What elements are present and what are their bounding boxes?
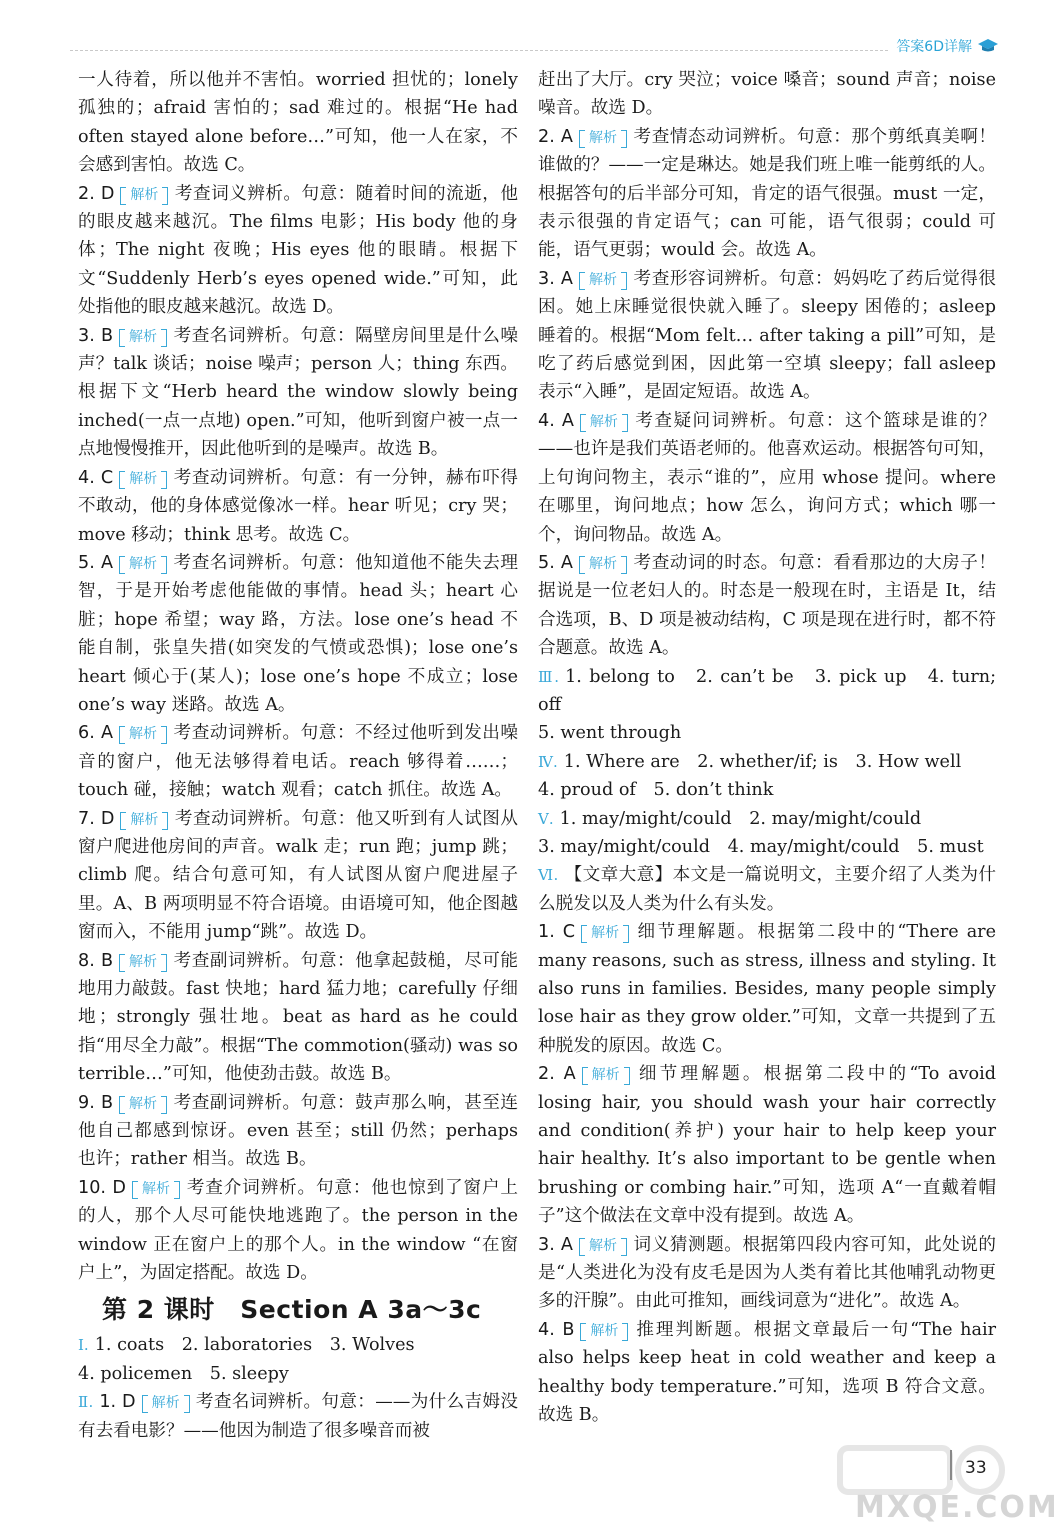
answer-number: 4. A — [538, 410, 574, 431]
header-brand — [896, 36, 998, 56]
exercise-1-line-1: Ⅰ. 1. coats 2. laboratories 3. Wolves — [78, 1335, 415, 1356]
reading-answers — [538, 918, 996, 1429]
analysis-tag: 解析 — [580, 413, 628, 431]
continued-answer: 赶出了大厅。cry 哭泣；voice 嗓音；sound 声音；noise 噪音。故选 D。 — [538, 70, 996, 119]
answer-explanation: 考查动词的时态。句意：看看那边的大房子！据说是一位老妇人的。时态是一般现在时，主语是 It，结合选项，B、D 项是被动结构，C 项是现在进行时，都不符合题意。故选 A。 — [538, 552, 996, 659]
analysis-tag: 解析 — [119, 953, 167, 971]
answer-item — [538, 1060, 996, 1230]
roman-numeral: Ⅱ. — [78, 1393, 94, 1412]
analysis-tag: 解析 — [580, 1322, 628, 1340]
answer-item — [78, 549, 518, 719]
answer-item — [78, 1174, 518, 1288]
answer-explanation: 考查动词辨析。句意：不经过他听到发出噪音的窗户，他无法够得着电话。reach 够得着……；touch 碰，接触；watch 观看；catch 抓住。故选 A。 — [78, 723, 518, 801]
answer-number: 7. D — [78, 808, 115, 829]
section-title: 第 2 课时 Section A 3a～3c — [102, 1295, 482, 1325]
answer-item — [78, 719, 518, 804]
answer-item — [538, 918, 996, 1060]
exercise-3-line-2: 5. went through — [538, 723, 682, 744]
exercise-5-line-2: 3. may/might/could 4. may/might/could 5. must — [538, 836, 984, 857]
article-summary: Ⅵ. 【文章大意】本文是一篇说明文，主要介绍了人类为什么脱发以及人类为什么有头发。 — [538, 865, 996, 914]
analysis-tag: 解析 — [119, 725, 167, 743]
answer-item — [538, 1316, 996, 1430]
answer-number: 5. A — [538, 552, 573, 573]
answer-number: 2. D — [78, 183, 115, 204]
answer-number: 2. A — [538, 1064, 576, 1085]
answer-list-right — [538, 123, 996, 663]
answer-number: 3. B — [78, 325, 114, 346]
analysis-tag: 解析 — [120, 186, 168, 204]
answer-number: 1. C — [538, 922, 576, 943]
header-divider — [70, 50, 888, 51]
page-header — [0, 0, 1038, 60]
answer-list-left — [78, 180, 518, 1288]
analysis-tag: 解析 — [581, 924, 629, 942]
answer-explanation: 考查名词辨析。句意：隔壁房间里是什么噪声？talk 谈话；noise 噪声；person 人；thing 东西。根据下文“Herb heard the window slowly being inched(一点一点地) open.”可知，他听到窗户被一点一点地慢慢推开，因此他听到的是噪声。故选 B。 — [78, 325, 518, 460]
answer-number: 9. B — [78, 1092, 114, 1113]
answer-number: 8. B — [78, 950, 114, 971]
roman-numeral: Ⅲ. — [538, 667, 560, 686]
answer-item — [78, 805, 518, 947]
answer-explanation: 考查名词辨析。句意：他知道他不能失去理智，于是开始考虑他能做的事情。head 头；heart 心脏；hope 希望；way 路，方法。lose one’s head 不能自制，张皇失措(如突发的气愤或恐惧)；lose one’s heart 倾心于(某人)；lose one’s hope 不成立；lose one’s way 迷路。故选 A。 — [78, 552, 518, 715]
right-column — [538, 66, 996, 1430]
roman-numeral: Ⅳ. — [538, 752, 558, 771]
exercise-1-line-2: 4. policemen 5. sleepy — [78, 1363, 289, 1384]
left-column — [78, 66, 518, 1445]
answer-explanation: 推理判断题。根据文章最后一句“The hair also helps keep heat in cold weather and keep a healthy body temperature.”可知，选项 B 符合文意。故选 B。 — [538, 1319, 996, 1426]
answer-number: 6. A — [78, 723, 113, 744]
answer-explanation: 细节理解题。根据第二段中的“There are many reasons, such as stress, illness and styling. It also runs in families. Besides, many people simply lose hair as they grow older.”可知，文章一共提到了五种脱发的原因。故选 C。 — [538, 922, 997, 1056]
answer-item — [538, 265, 996, 407]
answer-item — [78, 947, 518, 1089]
exercise-4-line-1: Ⅳ. 1. Where are 2. whether/if; is 3. How well — [538, 751, 962, 772]
answer-number: 3. A — [538, 1234, 573, 1255]
answer-item — [538, 123, 996, 265]
roman-numeral: Ⅰ. — [78, 1336, 89, 1355]
analysis-tag: 解析 — [132, 1180, 180, 1198]
analysis-tag: 解析 — [142, 1394, 190, 1412]
answer-explanation: 考查词义辨析。句意：随着时间的流逝，他的眼皮越来越沉。The films 电影；His body 他的身体；The night 夜晚；His eyes 他的眼睛。根据下文“Suddenly Herb’s eyes opened wide.”可知，此处指他的眼皮越来越沉。故选 D。 — [78, 183, 518, 318]
exercise-4-line-2: 4. proud of 5. don’t think — [538, 780, 774, 801]
answer-number: 10. D — [78, 1177, 126, 1198]
answer-explanation: 考查副词辨析。句意：鼓声那么响，甚至连他自己都感到惊讶。even 甚至；still 仍然；perhaps 也许；rather 相当。故选 B。 — [78, 1092, 518, 1170]
answer-item — [78, 1089, 518, 1174]
analysis-tag: 解析 — [119, 1095, 167, 1113]
continued-answer: 一人待着，所以他并不害怕。worried 担忧的；lonely 孤独的；afraid 害怕的；sad 难过的。根据“He had often stayed alone before…”可知，他一人在家，不会感到害怕。故选 C。 — [78, 70, 518, 176]
answer-number: 2. A — [538, 126, 573, 147]
answer-explanation: 考查动词辨析。句意：有一分钟，赫布吓得不敢动，他的身体感觉像冰一样。hear 听见；cry 哭；move 移动；think 思考。故选 C。 — [78, 467, 518, 545]
analysis-tag: 解析 — [579, 129, 627, 147]
answer-item — [538, 1231, 996, 1316]
exercise-5-line-1: Ⅴ. 1. may/might/could 2. may/might/could — [538, 808, 922, 829]
answer-explanation: 考查动词辨析。句意：他又听到有人试图从窗户爬进他房间的声音。walk 走；run 跑；jump 跳；climb 爬。结合句意可知，有人试图从窗户爬进屋子里。A、B 两项明显不符合语境。由语境可知，他企图越窗而入，不能用 jump“跳”。故选 D。 — [78, 808, 518, 943]
answer-explanation: 细节理解题。根据第二段中的“To avoid losing hair, you should wash your hair correctly and condition(养护) your hair to help keep your hair healthy. It’s also important to be gentle when brushing or combing hair.”可知，选项 A“一直戴着帽子”这个做法在文章中没有提到。故选 A。 — [538, 1064, 996, 1227]
answer-number: 3. A — [538, 268, 573, 289]
exercise-2-first: Ⅱ. 1. D 解析 考查名词辨析。句意：——为什么吉姆没有去看电影？——他因为制造了很多噪音而被 — [78, 1392, 518, 1441]
brand-text: 答案6D详解 — [896, 39, 972, 55]
answer-explanation: 考查形容词辨析。句意：妈妈吃了药后觉得很困。她上床睡觉很快就入睡了。sleepy 困倦的；asleep 睡着的。根据“Mom felt… after taking a pill”可知，是吃了药后感觉到困，因此第一空填 sleepy；fall asleep 表示“入睡”，是固定短语。故选 A。 — [538, 268, 996, 403]
answer-explanation: 考查疑问词辨析。句意：这个篮球是谁的？——也许是我们英语老师的。他喜欢运动。根据答句可知，上句询问物主，表示“谁的”，应用 whose 提问。where 在哪里，询问地点；how 怎么，询问方式；which 哪一个，询问物品。故选 A。 — [538, 410, 996, 545]
roman-numeral: Ⅵ. — [538, 866, 559, 885]
answer-item — [538, 549, 996, 663]
answer-explanation: 考查情态动词辨析。句意：那个剪纸真美啊！谁做的？——一定是琳达。她是我们班上唯一能剪纸的人。根据答句的后半部分可知，肯定的语气很强。must 一定，表示很强的肯定语气；can 可能，语气很弱；could 可能，语气更弱；would 会。故选 A。 — [538, 126, 996, 261]
analysis-tag: 解析 — [582, 1066, 630, 1084]
page-number: 33 — [965, 1458, 987, 1478]
answer-number: 4. B — [538, 1319, 575, 1340]
analysis-tag: 解析 — [120, 811, 168, 829]
exercise-3-line-1: Ⅲ. 1. belong to 2. can’t be 3. pick up 4. turn; off — [538, 666, 997, 715]
answer-explanation: 考查介词辨析。句意：他也惊到了窗户上的人，那个人尽可能快地逃跑了。the person in the window 正在窗户上的那个人。in the window “在窗户上”，为固定搭配。故选 D。 — [78, 1177, 518, 1284]
graduation-cap-icon — [978, 39, 998, 53]
answer-number: 5. A — [78, 552, 113, 573]
answer-explanation: 考查副词辨析。句意：他拿起鼓槌，尽可能地用力敲鼓。fast 快地；hard 猛力地；carefully 仔细地；strongly 强壮地。beat as hard as he could 指“用尽全力敲”。根据“The commotion(骚动) was so terrible…”可知，他使劲击鼓。故选 B。 — [78, 950, 518, 1085]
analysis-tag: 解析 — [579, 1237, 627, 1255]
answer-item — [538, 407, 996, 549]
analysis-tag: 解析 — [579, 271, 627, 289]
watermark-text: MXQE.COM — [855, 1490, 1059, 1525]
answer-item — [78, 180, 518, 322]
analysis-tag: 解析 — [579, 555, 627, 573]
answer-item — [78, 464, 518, 549]
answer-item — [78, 322, 518, 464]
page-number-bar — [950, 1450, 952, 1480]
analysis-tag: 解析 — [119, 470, 167, 488]
answer-explanation: 词义猜测题。根据第四段内容可知，此处说的是“人类进化为没有皮毛是因为人类有着比其他哺乳动物更多的汗腺”。由此可推知，画线词意为“进化”。故选 A。 — [538, 1234, 996, 1312]
roman-numeral: Ⅴ. — [538, 809, 554, 828]
answer-number: 4. C — [78, 467, 114, 488]
analysis-tag: 解析 — [119, 328, 167, 346]
analysis-tag: 解析 — [119, 555, 167, 573]
